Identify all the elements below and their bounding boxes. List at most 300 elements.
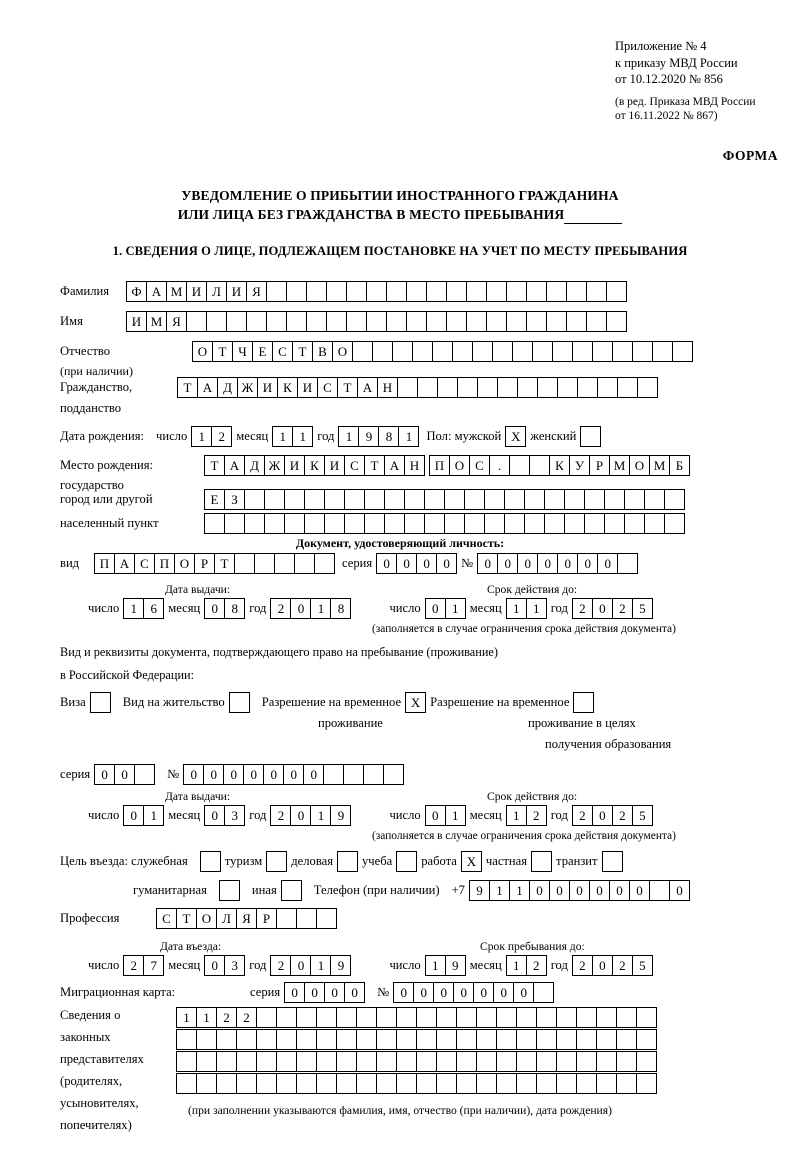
stay-day-input[interactable] [425, 955, 466, 976]
char-cell[interactable]: И [284, 455, 305, 476]
char-cell[interactable] [516, 1073, 537, 1094]
char-cell[interactable]: М [146, 311, 167, 332]
char-cell[interactable]: 9 [330, 805, 351, 826]
char-cell[interactable]: О [449, 455, 470, 476]
char-cell[interactable] [456, 1073, 477, 1094]
char-cell[interactable] [584, 513, 605, 534]
char-cell[interactable]: Е [252, 341, 273, 362]
char-cell[interactable] [256, 1073, 277, 1094]
char-cell[interactable] [366, 311, 387, 332]
char-cell[interactable]: Р [589, 455, 610, 476]
birth-day-input[interactable] [191, 426, 232, 447]
char-cell[interactable] [564, 513, 585, 534]
char-cell[interactable]: О [192, 341, 213, 362]
purpose-tourism-checkbox[interactable] [266, 851, 287, 872]
char-cell[interactable]: 2 [612, 955, 633, 976]
char-cell[interactable]: 0 [203, 764, 224, 785]
char-cell[interactable] [537, 377, 558, 398]
char-cell[interactable] [524, 489, 545, 510]
char-cell[interactable]: С [317, 377, 338, 398]
char-cell[interactable] [464, 489, 485, 510]
char-cell[interactable] [496, 1073, 517, 1094]
char-cell[interactable] [404, 489, 425, 510]
char-cell[interactable]: Т [212, 341, 233, 362]
char-cell[interactable]: О [332, 341, 353, 362]
char-cell[interactable]: 0 [537, 553, 558, 574]
char-cell[interactable]: С [344, 455, 365, 476]
char-cell[interactable]: С [156, 908, 177, 929]
char-cell[interactable]: Д [217, 377, 238, 398]
char-cell[interactable]: 2 [270, 955, 291, 976]
purpose-humanitarian-checkbox[interactable] [219, 880, 240, 901]
char-cell[interactable] [404, 513, 425, 534]
char-cell[interactable] [517, 377, 538, 398]
char-cell[interactable]: Е [204, 489, 225, 510]
char-cell[interactable] [436, 1029, 457, 1050]
legal-reps-input-row1[interactable] [176, 1007, 657, 1028]
char-cell[interactable] [572, 341, 593, 362]
char-cell[interactable] [396, 1007, 417, 1028]
char-cell[interactable] [456, 1007, 477, 1028]
char-cell[interactable] [304, 513, 325, 534]
char-cell[interactable] [477, 377, 498, 398]
char-cell[interactable] [617, 553, 638, 574]
char-cell[interactable]: Я [166, 311, 187, 332]
char-cell[interactable] [576, 1073, 597, 1094]
birth-month-input[interactable] [272, 426, 313, 447]
char-cell[interactable] [616, 1007, 637, 1028]
char-cell[interactable]: 1 [398, 426, 419, 447]
char-cell[interactable] [529, 455, 550, 476]
char-cell[interactable]: С [469, 455, 490, 476]
char-cell[interactable] [417, 377, 438, 398]
char-cell[interactable]: 0 [453, 982, 474, 1003]
char-cell[interactable] [584, 489, 605, 510]
char-cell[interactable]: 0 [477, 553, 498, 574]
char-cell[interactable] [596, 1007, 617, 1028]
char-cell[interactable] [256, 1029, 277, 1050]
char-cell[interactable] [636, 1073, 657, 1094]
char-cell[interactable] [294, 553, 315, 574]
char-cell[interactable] [376, 1051, 397, 1072]
char-cell[interactable] [266, 311, 287, 332]
permit-valid-year-input[interactable] [572, 805, 653, 826]
patronymic-input[interactable] [192, 341, 693, 362]
char-cell[interactable] [343, 764, 364, 785]
char-cell[interactable] [432, 341, 453, 362]
char-cell[interactable] [363, 764, 384, 785]
char-cell[interactable] [396, 1029, 417, 1050]
sex-male-checkbox[interactable]: X [505, 426, 526, 447]
char-cell[interactable]: У [569, 455, 590, 476]
char-cell[interactable]: 0 [549, 880, 570, 901]
char-cell[interactable]: 0 [416, 553, 437, 574]
char-cell[interactable]: Р [256, 908, 277, 929]
char-cell[interactable] [356, 1051, 377, 1072]
permit-number-input[interactable] [183, 764, 404, 785]
char-cell[interactable] [484, 489, 505, 510]
char-cell[interactable]: Б [669, 455, 690, 476]
char-cell[interactable] [546, 311, 567, 332]
char-cell[interactable] [384, 489, 405, 510]
char-cell[interactable] [396, 1051, 417, 1072]
char-cell[interactable]: М [649, 455, 670, 476]
char-cell[interactable]: 0 [597, 553, 618, 574]
char-cell[interactable]: 9 [330, 955, 351, 976]
char-cell[interactable] [276, 1073, 297, 1094]
char-cell[interactable]: 0 [243, 764, 264, 785]
char-cell[interactable] [276, 1029, 297, 1050]
char-cell[interactable]: А [357, 377, 378, 398]
char-cell[interactable] [336, 1007, 357, 1028]
char-cell[interactable] [544, 489, 565, 510]
char-cell[interactable]: И [257, 377, 278, 398]
char-cell[interactable] [536, 1029, 557, 1050]
char-cell[interactable] [336, 1029, 357, 1050]
char-cell[interactable]: 1 [506, 598, 527, 619]
char-cell[interactable]: Я [246, 281, 267, 302]
char-cell[interactable] [306, 281, 327, 302]
char-cell[interactable]: И [186, 281, 207, 302]
char-cell[interactable] [396, 1073, 417, 1094]
char-cell[interactable] [492, 341, 513, 362]
char-cell[interactable]: 0 [263, 764, 284, 785]
char-cell[interactable] [276, 1051, 297, 1072]
char-cell[interactable] [356, 1073, 377, 1094]
stay-month-input[interactable] [506, 955, 547, 976]
char-cell[interactable] [316, 1073, 337, 1094]
char-cell[interactable]: К [304, 455, 325, 476]
char-cell[interactable] [286, 281, 307, 302]
char-cell[interactable]: С [134, 553, 155, 574]
char-cell[interactable] [524, 513, 545, 534]
char-cell[interactable]: 1 [338, 426, 359, 447]
char-cell[interactable] [496, 1029, 517, 1050]
char-cell[interactable]: 1 [292, 426, 313, 447]
char-cell[interactable] [644, 513, 665, 534]
char-cell[interactable] [356, 1029, 377, 1050]
char-cell[interactable] [604, 513, 625, 534]
char-cell[interactable]: 2 [572, 598, 593, 619]
char-cell[interactable]: 0 [629, 880, 650, 901]
char-cell[interactable]: 0 [290, 598, 311, 619]
char-cell[interactable]: М [609, 455, 630, 476]
char-cell[interactable]: 3 [224, 955, 245, 976]
char-cell[interactable] [366, 281, 387, 302]
char-cell[interactable]: 1 [272, 426, 293, 447]
char-cell[interactable]: 0 [284, 982, 305, 1003]
char-cell[interactable]: 0 [669, 880, 690, 901]
char-cell[interactable] [316, 1029, 337, 1050]
char-cell[interactable] [346, 311, 367, 332]
char-cell[interactable] [512, 341, 533, 362]
char-cell[interactable]: 2 [572, 805, 593, 826]
char-cell[interactable] [444, 489, 465, 510]
purpose-work-checkbox[interactable]: X [461, 851, 482, 872]
char-cell[interactable] [436, 1007, 457, 1028]
char-cell[interactable] [264, 489, 285, 510]
char-cell[interactable] [592, 341, 613, 362]
char-cell[interactable]: В [312, 341, 333, 362]
char-cell[interactable]: 0 [114, 764, 135, 785]
char-cell[interactable] [556, 1051, 577, 1072]
char-cell[interactable]: 0 [290, 955, 311, 976]
char-cell[interactable]: 0 [324, 982, 345, 1003]
char-cell[interactable]: Т [214, 553, 235, 574]
char-cell[interactable] [376, 1073, 397, 1094]
char-cell[interactable] [346, 281, 367, 302]
char-cell[interactable]: 0 [425, 805, 446, 826]
char-cell[interactable] [426, 281, 447, 302]
char-cell[interactable]: Ж [237, 377, 258, 398]
char-cell[interactable]: 0 [493, 982, 514, 1003]
char-cell[interactable] [516, 1007, 537, 1028]
char-cell[interactable] [616, 1073, 637, 1094]
surname-input[interactable] [126, 281, 627, 302]
char-cell[interactable]: 0 [204, 805, 225, 826]
char-cell[interactable] [637, 377, 658, 398]
char-cell[interactable] [606, 311, 627, 332]
char-cell[interactable]: Я [236, 908, 257, 929]
char-cell[interactable]: 0 [204, 598, 225, 619]
char-cell[interactable] [636, 1007, 657, 1028]
doc-valid-month-input[interactable] [506, 598, 547, 619]
char-cell[interactable]: 0 [433, 982, 454, 1003]
char-cell[interactable]: 0 [577, 553, 598, 574]
char-cell[interactable] [386, 281, 407, 302]
char-cell[interactable]: 0 [283, 764, 304, 785]
char-cell[interactable]: 2 [211, 426, 232, 447]
char-cell[interactable]: А [384, 455, 405, 476]
char-cell[interactable]: И [297, 377, 318, 398]
char-cell[interactable]: П [429, 455, 450, 476]
char-cell[interactable]: 1 [310, 805, 331, 826]
phone-input[interactable] [469, 880, 690, 901]
profession-input[interactable] [156, 908, 337, 929]
char-cell[interactable] [224, 513, 245, 534]
char-cell[interactable] [556, 1073, 577, 1094]
char-cell[interactable] [296, 1029, 317, 1050]
char-cell[interactable] [176, 1051, 197, 1072]
char-cell[interactable]: 1 [489, 880, 510, 901]
char-cell[interactable] [446, 311, 467, 332]
char-cell[interactable]: М [166, 281, 187, 302]
char-cell[interactable]: 5 [632, 805, 653, 826]
char-cell[interactable] [436, 1051, 457, 1072]
char-cell[interactable]: 8 [330, 598, 351, 619]
char-cell[interactable] [644, 489, 665, 510]
char-cell[interactable] [276, 1007, 297, 1028]
char-cell[interactable]: 5 [632, 955, 653, 976]
purpose-private-checkbox[interactable] [531, 851, 552, 872]
char-cell[interactable] [586, 281, 607, 302]
char-cell[interactable] [336, 1073, 357, 1094]
char-cell[interactable]: 5 [632, 598, 653, 619]
char-cell[interactable]: 1 [506, 805, 527, 826]
char-cell[interactable] [533, 982, 554, 1003]
char-cell[interactable] [457, 377, 478, 398]
char-cell[interactable] [496, 1051, 517, 1072]
char-cell[interactable] [286, 311, 307, 332]
char-cell[interactable] [344, 489, 365, 510]
char-cell[interactable]: Т [176, 908, 197, 929]
char-cell[interactable] [236, 1073, 257, 1094]
char-cell[interactable] [497, 377, 518, 398]
char-cell[interactable] [649, 880, 670, 901]
char-cell[interactable] [264, 513, 285, 534]
char-cell[interactable] [576, 1051, 597, 1072]
char-cell[interactable]: 0 [592, 598, 613, 619]
char-cell[interactable] [596, 1029, 617, 1050]
char-cell[interactable]: П [94, 553, 115, 574]
char-cell[interactable] [326, 281, 347, 302]
char-cell[interactable] [606, 281, 627, 302]
char-cell[interactable]: 8 [224, 598, 245, 619]
char-cell[interactable] [466, 281, 487, 302]
char-cell[interactable] [323, 764, 344, 785]
char-cell[interactable] [586, 311, 607, 332]
char-cell[interactable]: 8 [378, 426, 399, 447]
char-cell[interactable]: 0 [303, 764, 324, 785]
permit-series-input[interactable] [94, 764, 155, 785]
char-cell[interactable] [383, 764, 404, 785]
char-cell[interactable]: Ч [232, 341, 253, 362]
char-cell[interactable] [437, 377, 458, 398]
char-cell[interactable] [544, 513, 565, 534]
char-cell[interactable] [484, 513, 505, 534]
char-cell[interactable] [636, 1051, 657, 1072]
legal-reps-input-row2[interactable] [176, 1029, 657, 1050]
char-cell[interactable] [617, 377, 638, 398]
purpose-business-checkbox[interactable] [337, 851, 358, 872]
char-cell[interactable]: 1 [196, 1007, 217, 1028]
char-cell[interactable]: 0 [592, 955, 613, 976]
char-cell[interactable] [256, 1051, 277, 1072]
purpose-other-checkbox[interactable] [281, 880, 302, 901]
doc-valid-year-input[interactable] [572, 598, 653, 619]
birthplace-city-input-row1[interactable] [429, 455, 690, 476]
doc-number-input[interactable] [477, 553, 638, 574]
stay-year-input[interactable] [572, 955, 653, 976]
edu-residence-permit-checkbox[interactable] [573, 692, 594, 713]
char-cell[interactable] [536, 1051, 557, 1072]
char-cell[interactable] [324, 489, 345, 510]
char-cell[interactable] [476, 1029, 497, 1050]
char-cell[interactable]: 9 [469, 880, 490, 901]
char-cell[interactable] [424, 489, 445, 510]
char-cell[interactable] [576, 1007, 597, 1028]
char-cell[interactable] [296, 1007, 317, 1028]
char-cell[interactable]: А [114, 553, 135, 574]
temp-residence-permit-checkbox[interactable]: X [405, 692, 426, 713]
char-cell[interactable] [376, 1029, 397, 1050]
residence-permit-checkbox[interactable] [229, 692, 250, 713]
char-cell[interactable]: 1 [143, 805, 164, 826]
char-cell[interactable]: Т [292, 341, 313, 362]
char-cell[interactable] [486, 281, 507, 302]
doc-issue-month-input[interactable] [204, 598, 245, 619]
char-cell[interactable]: Н [377, 377, 398, 398]
permit-issue-year-input[interactable] [270, 805, 351, 826]
char-cell[interactable] [196, 1029, 217, 1050]
char-cell[interactable] [596, 1073, 617, 1094]
char-cell[interactable] [204, 513, 225, 534]
char-cell[interactable]: 0 [589, 880, 610, 901]
char-cell[interactable] [304, 489, 325, 510]
char-cell[interactable] [664, 513, 685, 534]
char-cell[interactable] [244, 489, 265, 510]
char-cell[interactable]: 0 [94, 764, 115, 785]
char-cell[interactable] [274, 553, 295, 574]
char-cell[interactable] [296, 1073, 317, 1094]
char-cell[interactable] [496, 1007, 517, 1028]
char-cell[interactable]: . [489, 455, 510, 476]
birthplace-city-input-row2[interactable] [204, 489, 685, 510]
char-cell[interactable]: 0 [413, 982, 434, 1003]
entry-day-input[interactable] [123, 955, 164, 976]
char-cell[interactable]: 9 [358, 426, 379, 447]
char-cell[interactable] [236, 1051, 257, 1072]
char-cell[interactable] [509, 455, 530, 476]
char-cell[interactable]: 2 [270, 598, 291, 619]
char-cell[interactable]: С [272, 341, 293, 362]
entry-year-input[interactable] [270, 955, 351, 976]
char-cell[interactable]: 2 [216, 1007, 237, 1028]
char-cell[interactable] [536, 1007, 557, 1028]
char-cell[interactable] [464, 513, 485, 534]
char-cell[interactable] [226, 311, 247, 332]
char-cell[interactable]: 7 [143, 955, 164, 976]
char-cell[interactable] [552, 341, 573, 362]
char-cell[interactable]: 0 [344, 982, 365, 1003]
char-cell[interactable]: 0 [513, 982, 534, 1003]
char-cell[interactable]: Л [216, 908, 237, 929]
char-cell[interactable]: 0 [473, 982, 494, 1003]
char-cell[interactable] [636, 1029, 657, 1050]
char-cell[interactable] [266, 281, 287, 302]
doc-type-input[interactable] [94, 553, 335, 574]
purpose-service-checkbox[interactable] [200, 851, 221, 872]
char-cell[interactable]: Д [244, 455, 265, 476]
char-cell[interactable] [672, 341, 693, 362]
char-cell[interactable]: 1 [445, 598, 466, 619]
char-cell[interactable]: 2 [123, 955, 144, 976]
char-cell[interactable] [486, 311, 507, 332]
char-cell[interactable] [556, 1029, 577, 1050]
legal-reps-input-row3[interactable] [176, 1051, 657, 1072]
char-cell[interactable] [316, 1007, 337, 1028]
char-cell[interactable] [664, 489, 685, 510]
char-cell[interactable]: 0 [592, 805, 613, 826]
char-cell[interactable] [632, 341, 653, 362]
char-cell[interactable] [596, 1051, 617, 1072]
char-cell[interactable]: К [549, 455, 570, 476]
char-cell[interactable]: 2 [236, 1007, 257, 1028]
char-cell[interactable] [652, 341, 673, 362]
char-cell[interactable]: 3 [224, 805, 245, 826]
char-cell[interactable] [612, 341, 633, 362]
char-cell[interactable] [364, 489, 385, 510]
char-cell[interactable] [536, 1073, 557, 1094]
permit-issue-month-input[interactable] [204, 805, 245, 826]
char-cell[interactable] [344, 513, 365, 534]
char-cell[interactable] [504, 513, 525, 534]
char-cell[interactable] [216, 1073, 237, 1094]
char-cell[interactable] [424, 513, 445, 534]
char-cell[interactable] [306, 311, 327, 332]
char-cell[interactable]: 1 [310, 955, 331, 976]
char-cell[interactable]: 2 [526, 805, 547, 826]
